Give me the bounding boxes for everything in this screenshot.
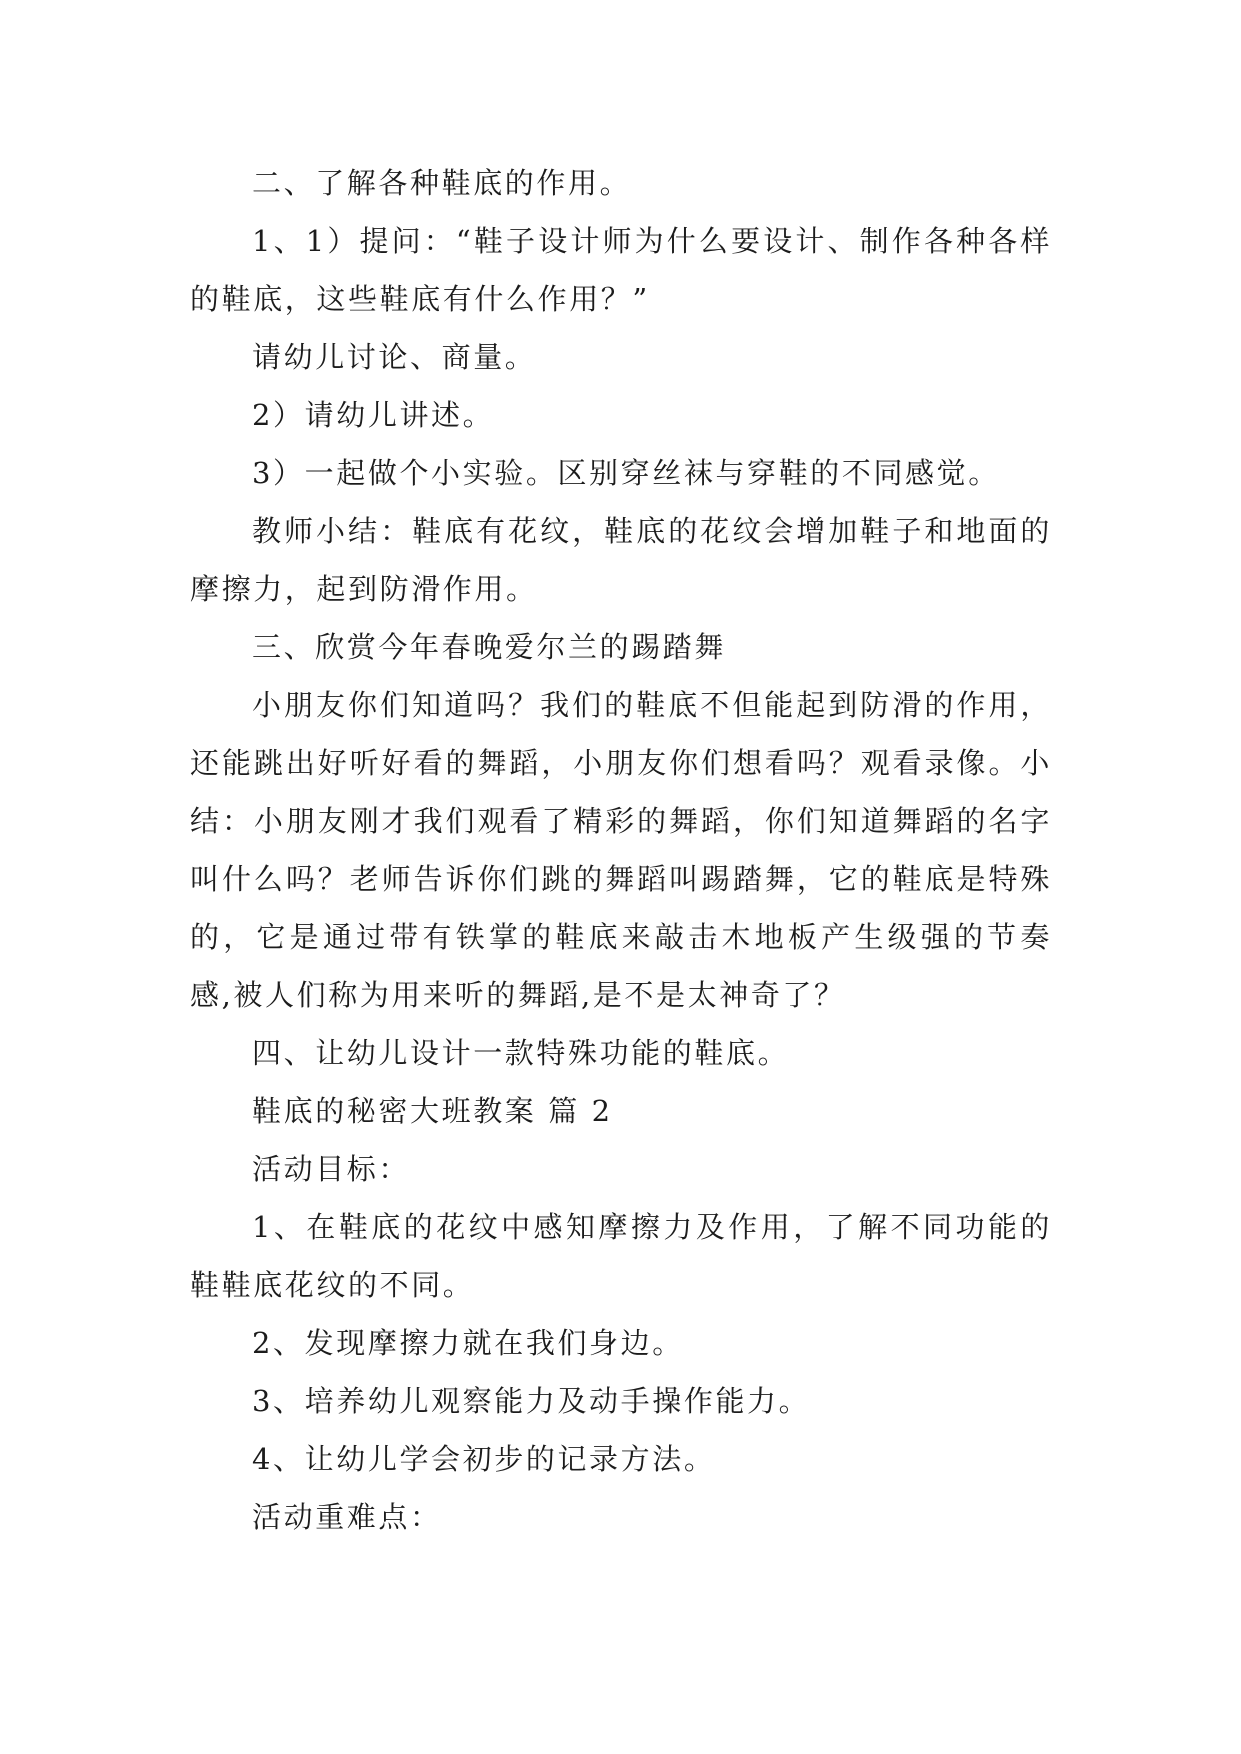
discussion-paragraph: 请幼儿讨论、商量。 <box>252 340 537 374</box>
section-heading-tap-dance: 三、欣赏今年春晚爱尔兰的踢踏舞 <box>252 630 727 664</box>
narration-paragraph: 2）请幼儿讲述。 <box>252 398 495 432</box>
goal-item-2: 2、发现摩擦力就在我们身边。 <box>252 1326 684 1360</box>
document-body <box>190 154 1052 1546</box>
tap-dance-paragraph: 小朋友你们知道吗？我们的鞋底不但能起到防滑的作用，还能跳出好听好看的舞蹈，小朋友你们想看吗？观看录像。小结：小朋友刚才我们观看了精彩的舞蹈，你们知道舞蹈的名字叫什么吗？老师告诉你们跳的舞蹈叫踢踏舞，它的鞋底是特殊的，它是通过带有铁掌的鞋底来敲击木地板产生级强的节奏感,被人们称为用来听的舞蹈,是不是太神奇了？ <box>190 688 1052 1012</box>
activity-goals-heading: 活动目标： <box>252 1152 411 1186</box>
goal-item-3: 3、培养幼儿观察能力及动手操作能力。 <box>252 1384 811 1418</box>
section-heading-design: 四、让幼儿设计一款特殊功能的鞋底。 <box>252 1036 790 1070</box>
teacher-summary-paragraph: 教师小结：鞋底有花纹，鞋底的花纹会增加鞋子和地面的摩擦力，起到防滑作用。 <box>190 514 1052 606</box>
section-heading-shoe-sole-function: 二、了解各种鞋底的作用。 <box>252 166 632 200</box>
experiment-paragraph: 3）一起做个小实验。区别穿丝袜与穿鞋的不同感觉。 <box>252 456 1000 490</box>
key-points-heading: 活动重难点： <box>252 1500 442 1534</box>
lesson-plan-title: 鞋底的秘密大班教案 篇 2 <box>252 1094 613 1128</box>
question-paragraph: 1、1）提问：“鞋子设计师为什么要设计、制作各种各样的鞋底，这些鞋底有什么作用？” <box>190 224 1052 316</box>
goal-item-1: 1、在鞋底的花纹中感知摩擦力及作用，了解不同功能的鞋鞋底花纹的不同。 <box>190 1210 1052 1302</box>
goal-item-4: 4、让幼儿学会初步的记录方法。 <box>252 1442 716 1476</box>
